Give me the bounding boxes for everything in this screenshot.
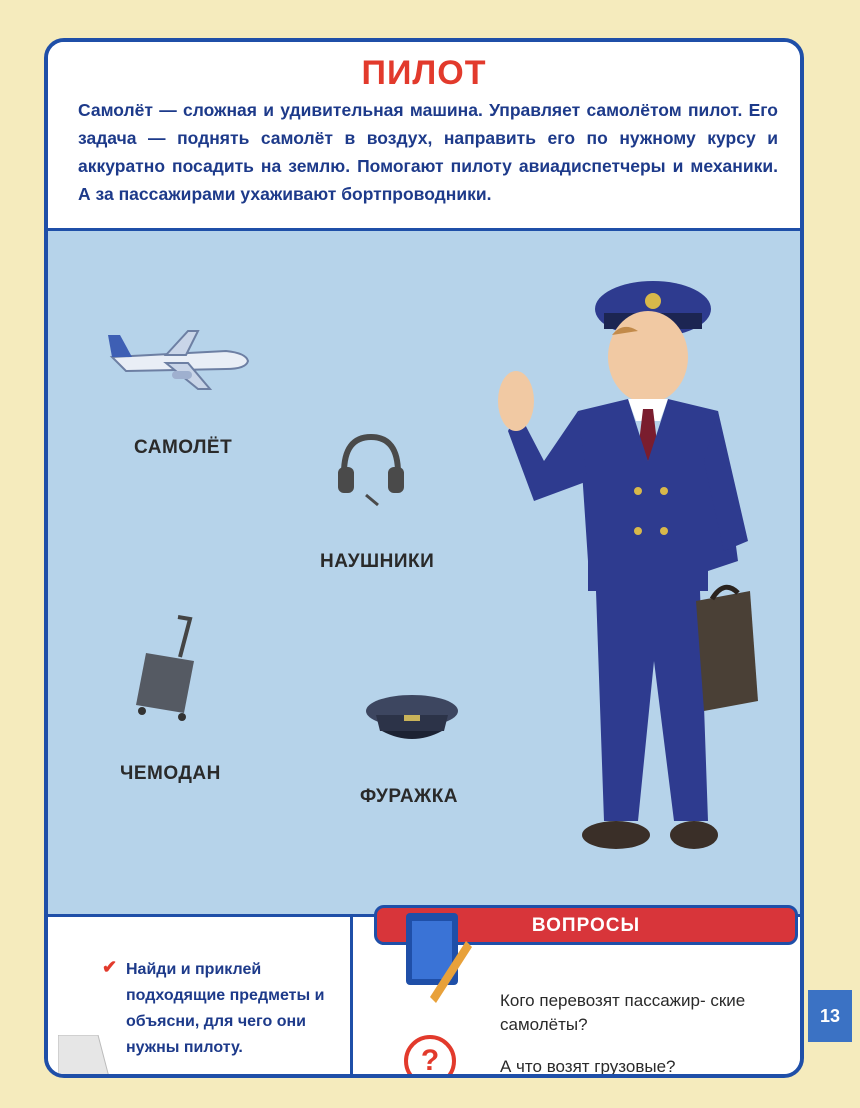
illustration-scene [48,231,800,914]
bottom-panel [48,914,800,1078]
airplane-icon [106,317,252,407]
page-number: 13 [808,990,852,1042]
pilot-illustration [488,261,768,881]
label-cap: ФУРАЖКА [360,786,459,807]
page-frame [44,38,804,1078]
headphones-icon [336,429,406,507]
intro-text: Самолёт — сложная и удивительная машина. Управляет самолётом пилот. Его задача — поднять самолёт в воздух, направить его по нужному курсу и аккуратно посадить на землю. Помогают пилоту авиадиспетчеры и механики. А за пассажирами ухаживают бортпроводники. [78,100,778,204]
label-headphones: НАУШНИКИ [320,551,435,572]
label-plane: САМОЛЁТ [134,437,233,458]
questions-header: ВОПРОСЫ [531,915,641,936]
checkmark-icon: ✔ [102,957,118,977]
cap-icon [362,691,462,751]
task-box [48,917,353,1078]
page-title: ПИЛОТ [361,54,487,92]
books-pencil-icon [400,907,472,1003]
question-mark-icon: ? [404,1035,456,1078]
task-text: Найди и приклей подходящие предметы и объясни, для чего они нужны пилоту. [126,961,325,1056]
suitcase-icon [132,613,212,723]
label-suitcase: ЧЕМОДАН [120,763,221,784]
sticker-corner-icon [58,1035,110,1078]
question-1: Кого перевозят пассажир- ские самолёты? [500,991,746,1034]
header [48,42,800,231]
question-2: А что возят грузовые? [500,1057,676,1076]
